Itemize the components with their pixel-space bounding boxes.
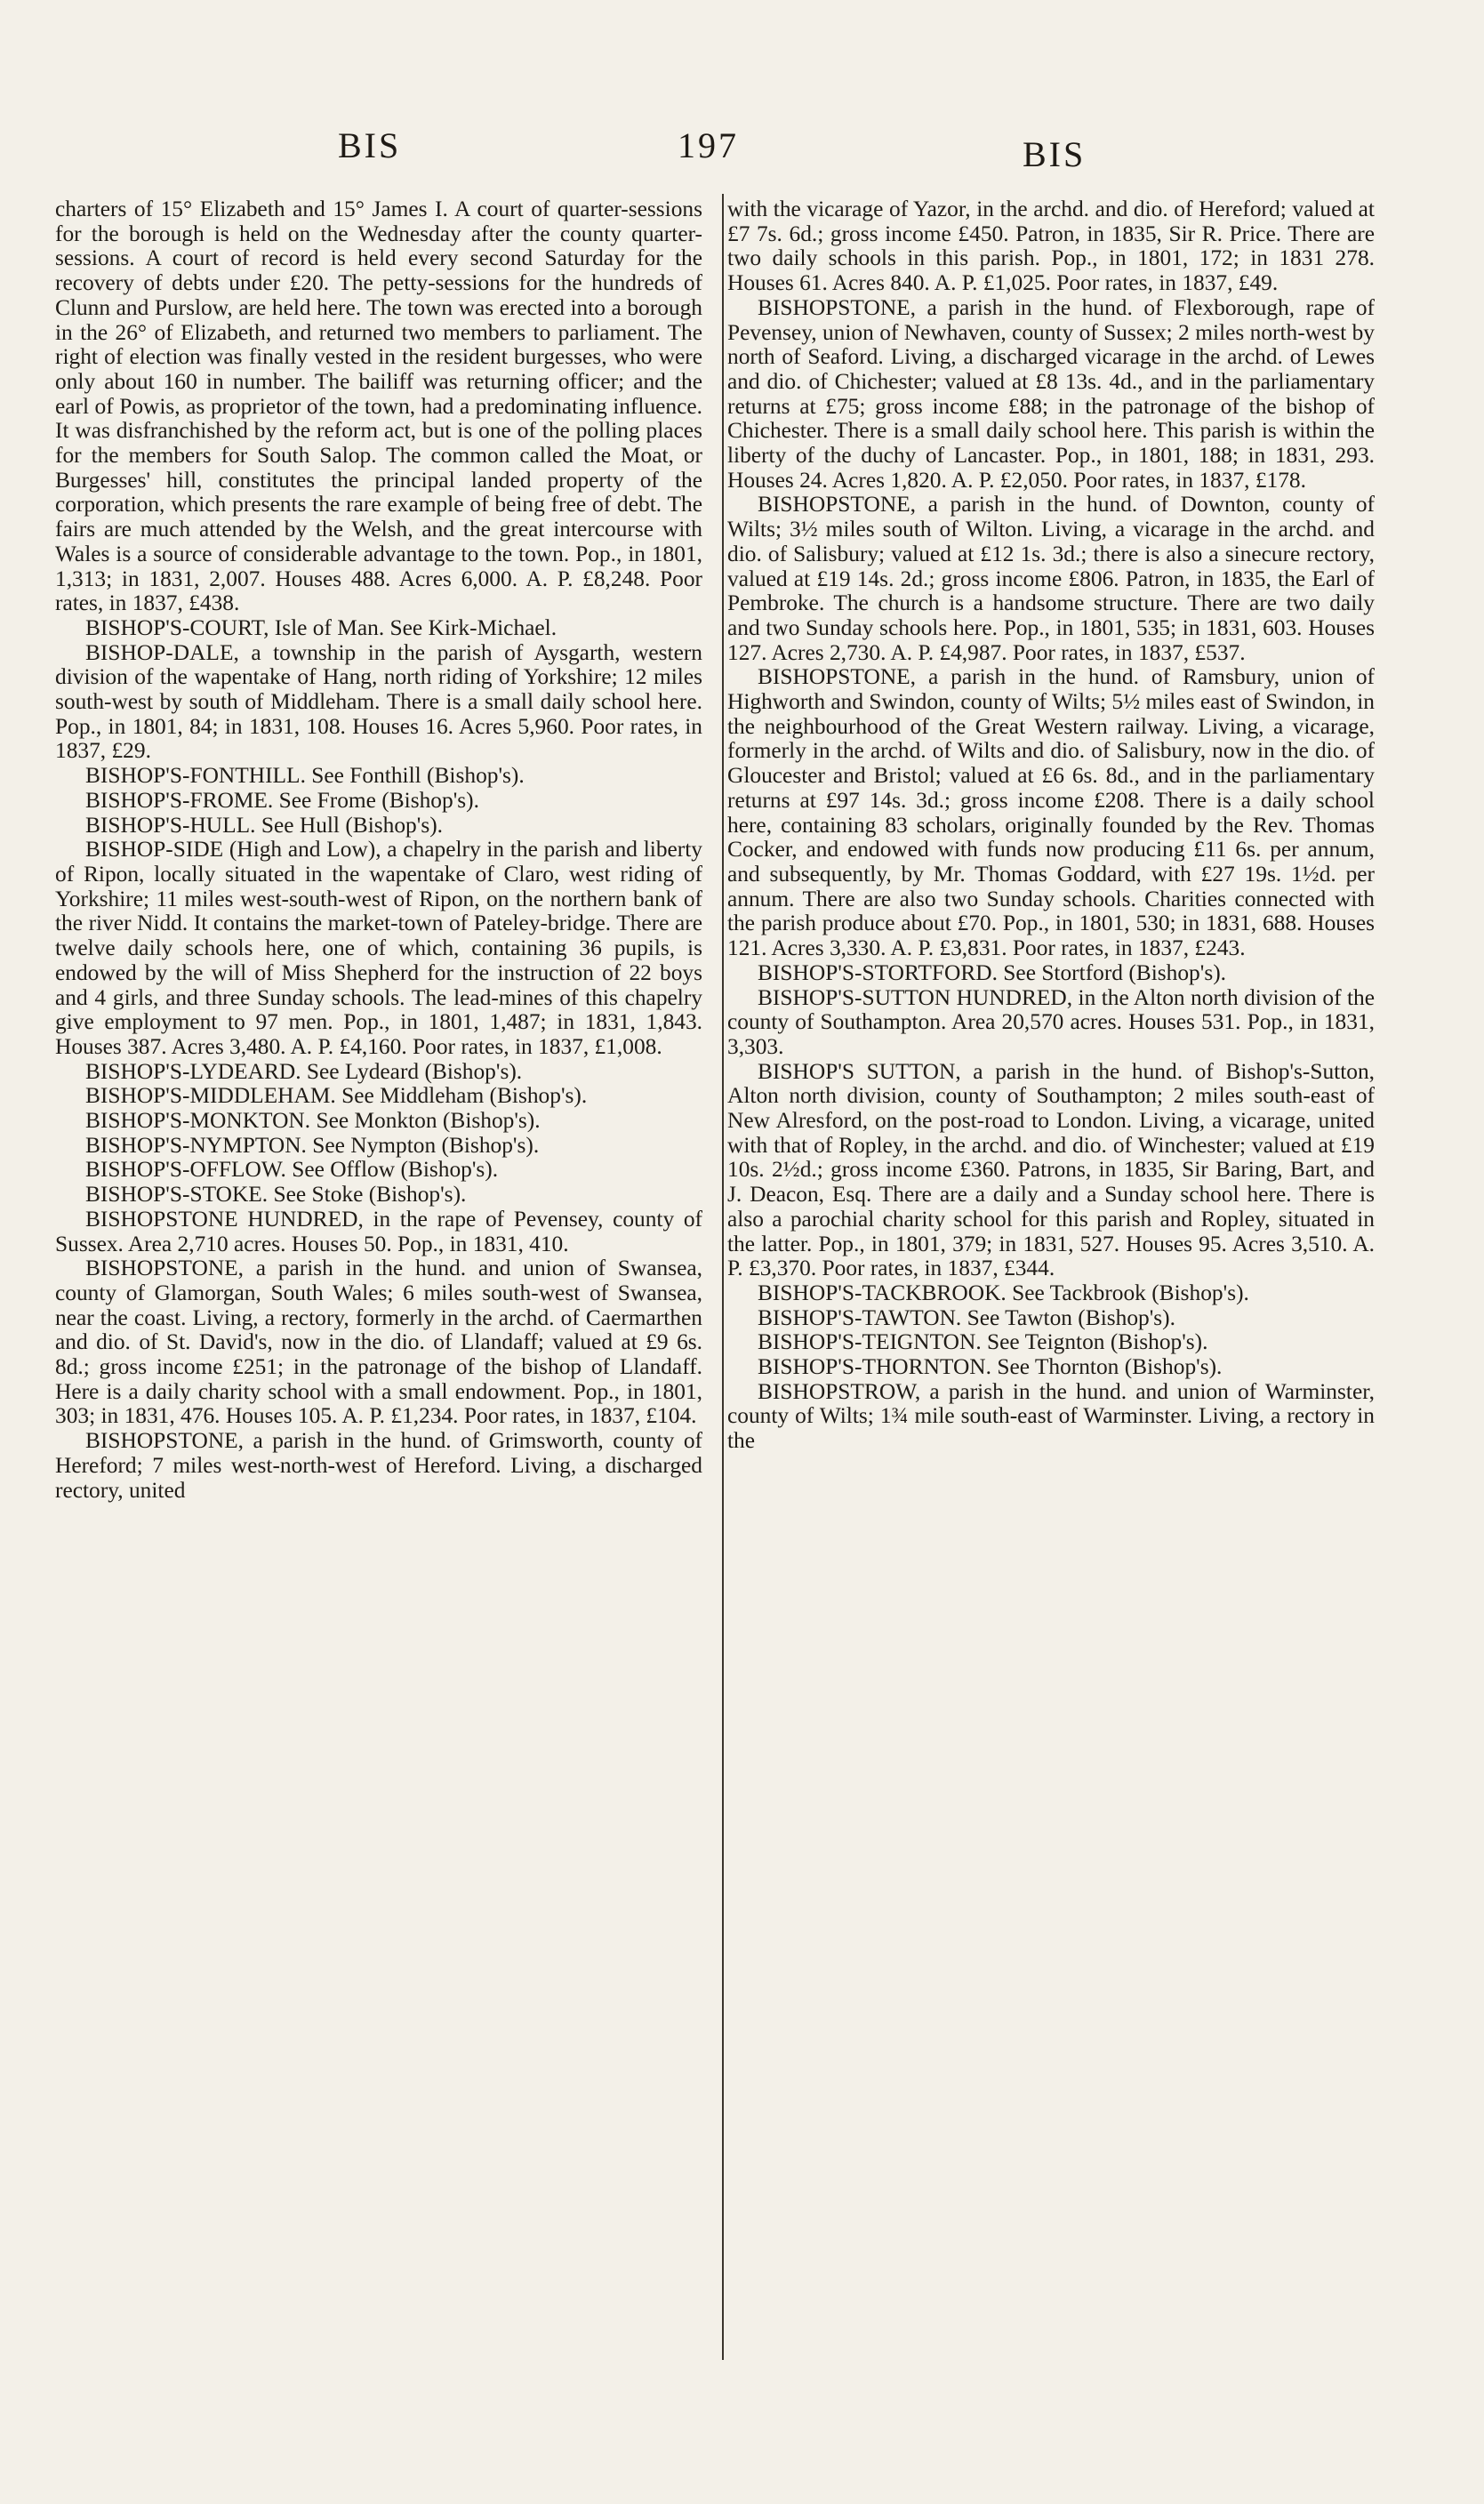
entry-paragraph: BISHOPSTONE, a parish in the hund. of Downton, county of Wilts; 3½ miles south of Wilton. Living, a vicarage in the archd. and dio. of Salisbury; valued at £12 1s. 3d.; there is also a sinecure rectory, valued at £19 14s. 2d.; gross income £806. Patron, in 1835, the Earl of Pembroke. The church is a handsome structure. There are two daily and two Sunday schools here. Pop., in 1801, 535; in 1831, 603. Houses 127. Acres 2,730. A. P. £4,987. Poor rates, in 1837, £537. (727, 492, 1375, 665)
running-head-left: BIS (338, 125, 402, 165)
entry-paragraph: BISHOP'S-STORTFORD. See Stortford (Bishop's). (758, 959, 1227, 985)
entry-paragraph: BISHOP'S-THORNTON. See Thornton (Bishop's). (758, 1354, 1223, 1380)
entry-paragraph: BISHOP'S-FONTHILL. See Fonthill (Bishop's). (85, 763, 525, 789)
running-head-right: BIS (1023, 134, 1087, 174)
entry-paragraph: BISHOP'S-TEIGNTON. See Teignton (Bishop's). (758, 1329, 1208, 1355)
column-divider (722, 194, 724, 2360)
entry-paragraph: BISHOP-DALE, a township in the parish of Aysgarth, western division of the wapentake of Hang, north riding of Yorkshire; 12 miles south-west by south of Middleham. There is a small daily school here. Pop., in 1801, 84; in 1831, 108. Houses 16. Acres 5,960. Poor rates, in 1837, £29. (55, 639, 702, 764)
entry-paragraph: BISHOPSTONE, a parish in the hund. of Flexborough, rape of Pevensey, union of Newhaven, county of Sussex; 2 miles north-west by north of Seaford. Living, a discharged vicarage in the archd. of Lewes and dio. of Chichester; valued at £8 13s. 4d., and in the parliamentary returns at £75; gross income £88; in the patronage of the bishop of Chichester. There is a small daily school here. This parish is within the liberty of the duchy of Lancaster. Pop., in 1801, 188; in 1831, 293. Houses 24. Acres 1,820. A. P. £2,050. Poor rates, in 1837, £178. (727, 294, 1375, 493)
entry-paragraph: BISHOP'S-COURT, Isle of Man. See Kirk-Michael. (85, 614, 558, 640)
entry-paragraph: BISHOP'S-TACKBROOK. See Tackbrook (Bishop's). (758, 1280, 1249, 1305)
entry-paragraph: BISHOP'S-OFFLOW. See Offlow (Bishop's). (85, 1157, 499, 1183)
entry-paragraph: BISHOP-SIDE (High and Low), a chapelry in the parish and liberty of Ripon, locally situated in the wapentake of Claro, west riding of Yorkshire; 11 miles west-south-west of Ripon, on the northern bank of the river Nidd. It contains the market-town of Pateley-bridge. There are twelve daily schools here, one of which, containing 36 pupils, is endowed by the will of Miss Shepherd for the instruction of 22 boys and 4 girls, and three Sunday schools. The lead-mines of this chapelry give employment to 97 men. Pop., in 1801, 1,487; in 1831, 1,843. Houses 387. Acres 3,480. A. P. £4,160. Poor rates, in 1837, £1,008. (55, 837, 702, 1059)
entry-paragraph: BISHOPSTONE, a parish in the hund. of Grimsworth, county of Hereford; 7 miles west-north-west of Hereford. Living, a discharged rectory, united (55, 1428, 702, 1503)
entry-paragraph: BISHOPSTROW, a parish in the hund. and union of Warminster, county of Wilts; 1¾ mile south-east of Warminster. Living, a rectory in the (727, 1378, 1375, 1454)
entry-paragraph: BISHOP'S-SUTTON HUNDRED, in the Alton north division of the county of Southampton. Area 20,570 acres. Houses 531. Pop., in 1831, 3,303. (727, 984, 1375, 1059)
entry-paragraph: BISHOP'S-NYMPTON. See Nympton (Bishop's). (85, 1132, 540, 1158)
entry-paragraph: BISHOP'S-FROME. See Frome (Bishop's). (85, 787, 479, 813)
right-column (727, 197, 1375, 1454)
entry-paragraph: BISHOPSTONE HUNDRED, in the rape of Pevensey, county of Sussex. Area 2,710 acres. Houses 50. Pop., in 1831, 410. (55, 1206, 702, 1256)
entry-paragraph: BISHOP'S-MIDDLEHAM. See Middleham (Bishop's). (85, 1083, 588, 1109)
entry-paragraph: BISHOP'S-HULL. See Hull (Bishop's). (85, 812, 444, 838)
entry-paragraph: BISHOPSTONE, a parish in the hund. of Ramsbury, union of Highworth and Swindon, county of Wilts; 5½ miles east of Swindon, in the neighbourhood of the Great Western railway. Living, a vicarage, formerly in the archd. of Wilts and dio. of Salisbury, now in the dio. of Gloucester and Bristol; valued at £6 6s. 8d., and in the parliamentary returns at £97 14s. 3d.; gross income £208. There is a daily school here, containing 83 scholars, originally founded by the Rev. Thomas Cocker, and endowed with funds now producing £11 6s. per annum, and subsequently, by Mr. Thomas Goddard, with £27 19s. 1½d. per annum. There are also two Sunday schools. Charities connected with the parish produce about £70. Pop., in 1801, 530; in 1831, 688. Houses 121. Acres 3,330. A. P. £3,831. Poor rates, in 1837, £243. (727, 664, 1375, 961)
entry-paragraph: BISHOP'S-MONKTON. See Monkton (Bishop's). (85, 1108, 541, 1134)
entry-paragraph: charters of 15° Elizabeth and 15° James I. A court of quarter-sessions for the borough is held on the Wednesday after the county quarter-sessions. A court of record is held every second Saturday for the recovery of debts under £20. The petty-sessions for the hundreds of Clunn and Purslow, are held here. The town was erected into a borough in the 26° of Elizabeth, and returned two members to parliament. The right of election was finally vested in the resident burgesses, who were only about 160 in number. The bailiff was returning officer; and the earl of Powis, as proprietor of the town, had a predominating influence. It was disfranchished by the reform act, but is one of the polling places for the members for South Salop. The common called the Moat, or Burgesses' hill, constitutes the principal landed property of the corporation, which presents the rare example of being free of debt. The fairs are much attended by the Welsh, and the great intercourse with Wales is a source of considerable advantage to the town. Pop., in 1801, 1,313; in 1831, 2,007. Houses 488. Acres 6,000. A. P. £8,248. Poor rates, in 1837, £438. (55, 197, 702, 616)
entry-paragraph: BISHOP'S-STOKE. See Stoke (Bishop's). (85, 1182, 467, 1208)
left-column (55, 197, 702, 1503)
entry-paragraph: BISHOP'S SUTTON, a parish in the hund. of Bishop's-Sutton, Alton north division, county of Southampton; 2 miles south-east of New Alresford, on the post-road to London. Living, a vicarage, united with that of Ropley, in the archd. and dio. of Winchester; valued at £19 10s. 2½d.; gross income £360. Patrons, in 1835, Sir Baring, Bart, and J. Deacon, Esq. There are a daily and a Sunday school here. There is also a parochial charity school for this parish and Ropley, situated in the latter. Pop., in 1801, 379; in 1831, 527. Houses 95. Acres 3,510. A. P. £3,370. Poor rates, in 1837, £344. (727, 1058, 1375, 1281)
entry-paragraph: with the vicarage of Yazor, in the archd. and dio. of Hereford; valued at £7 7s. 6d.; gross income £450. Patron, in 1835, Sir R. Price. There are two daily schools in this parish. Pop., in 1801, 172; in 1831 278. Houses 61. Acres 840. A. P. £1,025. Poor rates, in 1837, £49. (727, 197, 1375, 296)
entry-paragraph: BISHOP'S-LYDEARD. See Lydeard (Bishop's). (85, 1058, 523, 1084)
entry-paragraph: BISHOPSTONE, a parish in the hund. and union of Swansea, county of Glamorgan, South Wales; 6 miles south-west of Swansea, near the coast. Living, a rectory, formerly in the archd. of Caermarthen and dio. of St. David's, now in the dio. of Llandaff; valued at £9 6s. 8d.; gross income £251; in the patronage of the bishop of Llandaff. Here is a daily charity school with a small endowment. Pop., in 1801, 303; in 1831, 476. Houses 105. A. P. £1,234. Poor rates, in 1837, £104. (55, 1256, 702, 1429)
page-number: 197 (678, 125, 739, 165)
entry-paragraph: BISHOP'S-TAWTON. See Tawton (Bishop's). (758, 1304, 1175, 1330)
